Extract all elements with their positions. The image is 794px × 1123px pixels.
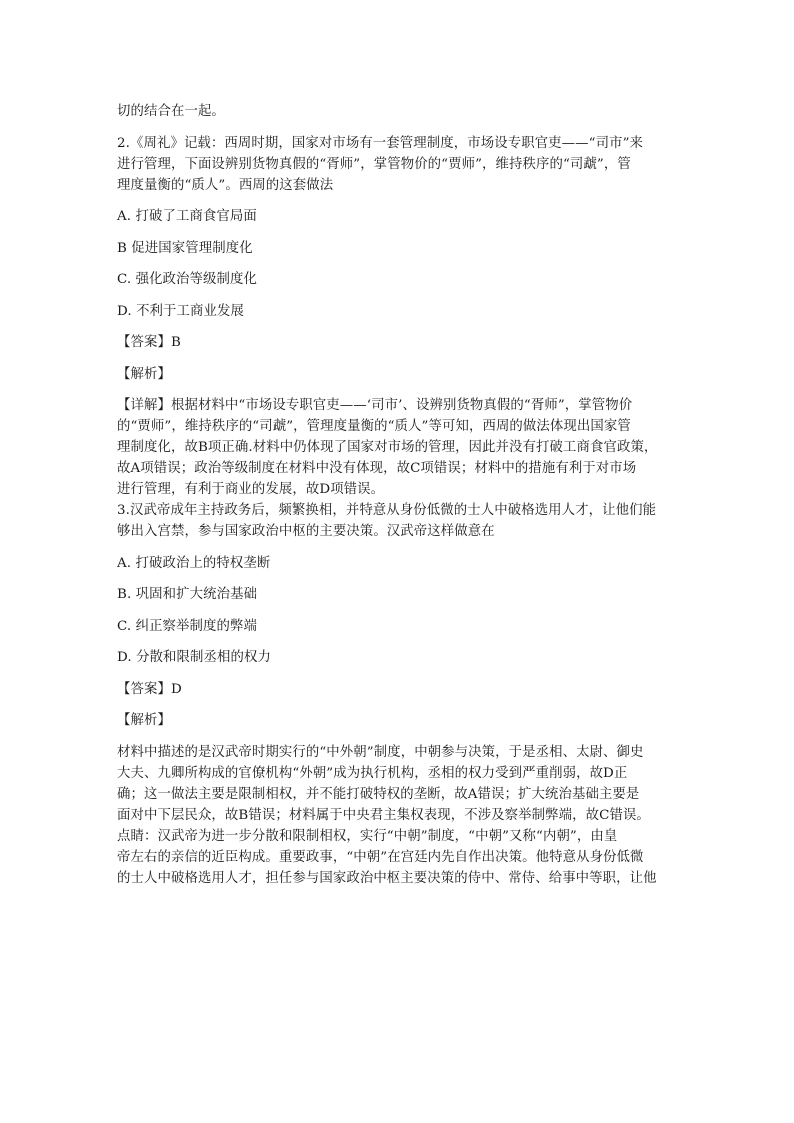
q2-detail-line-1 (117, 395, 681, 416)
q2-option-a: A. 打破了工商食官局面 (117, 209, 257, 224)
q2-detail-label: 【详解】 (117, 398, 171, 413)
q2-answer-value: B (170, 335, 181, 350)
q3-analysis-line-7: 的士人中破格选用人才，担任参与国家政治中枢主要决策的侍中、常侍、给事中等职，让他 (117, 870, 657, 886)
q3-analysis-line-3: 确；这一做法主要是限制相权，并不能打破特权的垄断，故A错误；扩大统治基础主要是 (117, 786, 640, 802)
q2-detail-line-5: 进行管理，有利于商业的发展，故D项错误。 (117, 482, 385, 497)
q2-answer-label: 【答案】 (117, 335, 171, 350)
q3-analysis-line-2: 大夫、九卿所构成的官僚机构“外朝”成为执行机构，丞相的权力受到严重削弱，故D正 (117, 765, 628, 781)
q3-stem-line-1: 3.汉武帝成年主持政务后，频繁换相，并特意从身份低微的士人中破格选用人才，让他们能 (117, 503, 657, 518)
q3-analysis-line-1: 材料中描述的是汉武帝时期实行的“中外朝”制度，中朝参与决策，于是丞相、太尉、御史 (117, 744, 644, 760)
q2-stem-line-3: 理度量衡的“质人”。西周的这套做法 (117, 177, 334, 193)
q2-detail-text-1: 根据材料中“市场设专职官吏——‘司市’、设辨别货物真假的“胥师”，掌管物价 (170, 398, 633, 413)
q3-stem-line-2: 够出入宫禁，参与国家政治中枢的主要决策。汉武帝这样做意在 (117, 524, 495, 539)
q2-option-b: B 促进国家管理制度化 (117, 240, 253, 256)
q3-answer-value: D (170, 681, 182, 697)
q3-option-c: C. 纠正察举制度的弊端 (117, 618, 257, 634)
q3-answer-label: 【答案】 (117, 681, 171, 697)
q2-detail-line-4: 故A项错误；政治等级制度在材料中没有体现，故C项错误；材料中的措施有利于对市场 (117, 461, 637, 476)
q3-option-a: A. 打破政治上的特权垄断 (117, 555, 271, 571)
question-2 (117, 133, 681, 501)
q3-option-b: B. 巩固和扩大统治基础 (117, 587, 258, 602)
q2-detail-line-2: 的“贾师”，维持秩序的“司虣”，管理度量衡的“质人”等可知，西周的做法体现出国家管 (117, 419, 631, 434)
q3-answer (117, 679, 681, 700)
q3-option-d: D. 分散和限制丞相的权力 (117, 650, 271, 665)
q2-option-c: C. 强化政治等级制度化 (117, 272, 257, 287)
q2-analysis-label: 【解析】 (117, 366, 171, 382)
q3-analysis-line-5: 点睛：汉武帝为进一步分散和限制相权，实行“中朝”制度，“中朝”又称“内朝”，由皇 (117, 828, 618, 844)
q3-analysis-label: 【解析】 (117, 713, 171, 728)
question-3 (117, 500, 681, 889)
q2-stem-line-1: 2.《周礼》记载：西周时期，国家对市场有一套管理制度，市场设专职官吏——“司市”来 (117, 135, 644, 151)
q2-option-d: D. 不利于工商业发展 (117, 303, 244, 319)
q2-stem-line-2: 进行管理，下面设辨别货物真假的“胥师”，掌管物价的“贾师”，维持秩序的“司虣”，管 (117, 156, 631, 172)
q3-analysis-line-6: 帝左右的亲信的近臣构成。重要政事，“中朝”在宫廷内先自作出决策。他特意从身份低微 (117, 849, 644, 865)
intro-tail-text: 切的结合在一起。 (117, 104, 225, 119)
q3-analysis-line-4: 面对中下层民众，故B错误；材料属于中央君主集权表现，不涉及察举制弊端，故C错误。 (117, 807, 650, 823)
q2-detail-line-3: 理制度化，故B项正确.材料中仍体现了国家对市场的管理，因此并没有打破工商食官政策， (117, 440, 658, 455)
q2-answer (117, 332, 681, 353)
document-body (117, 101, 681, 889)
